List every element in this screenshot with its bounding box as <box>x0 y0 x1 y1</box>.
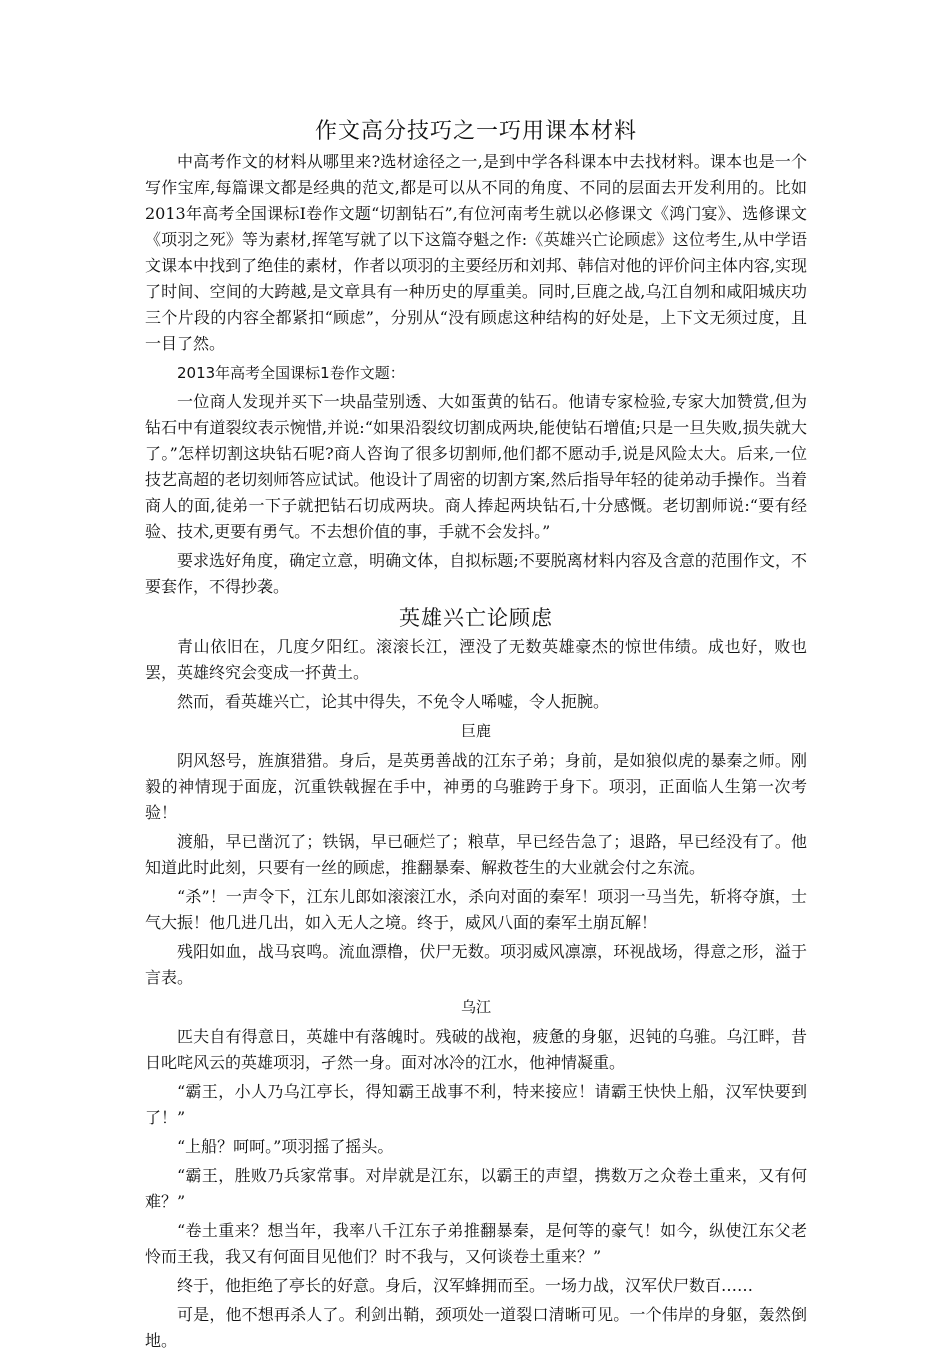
document-page <box>145 117 807 1357</box>
essay-paragraph: “霸王，胜败乃兵家常事。对岸就是江东，以霸王的声望，携数万之众卷土重来，又有何难？” <box>145 1166 807 1211</box>
essay-paragraph: 然而，看英雄兴亡，论其中得失，不免令人唏嘘，令人扼腕。 <box>177 692 610 711</box>
essay-paragraph: 匹夫自有得意日，英雄中有落魄时。残破的战袍，疲惫的身躯，迟钝的乌骓。乌江畔，昔日叱咤风云的英雄项羽，孑然一身。面对冰冷的江水，他神情凝重。 <box>145 1027 807 1072</box>
essay-paragraph: 终于，他拒绝了亭长的好意。身后，汉军蜂拥而至。一场力战，汉军伏尸数百…… <box>177 1276 754 1295</box>
essay-paragraph: “霸王，小人乃乌江亭长，得知霸王战事不利，特来接应！请霸王快快上船，汉军快要到了！” <box>145 1082 807 1127</box>
article-title: 作文高分技巧之一巧用课本材料 <box>314 119 637 144</box>
essay-title: 英雄兴亡论顾虑 <box>399 606 553 630</box>
prompt-heading: 2013年高考全国课标1卷作文题： <box>177 364 405 382</box>
essay-paragraph: 残阳如血，战马哀鸣。流血漂橹，伏尸无数。项羽威风凛凛，环视战场，得意之形，溢于言表。 <box>145 942 807 987</box>
essay-paragraph: “杀”！一声令下，江东儿郎如滚滚江水，杀向对面的秦军！项羽一马当先，斩将夺旗，士气大振！他几进几出，如入无人之境。终于，威风八面的秦军土崩瓦解！ <box>145 887 807 932</box>
intro-paragraph: 中高考作文的材料从哪里来?选材途径之一,是到中学各科课本中去找材料。课本也是一个写作宝库,每篇课文都是经典的范文,都是可以从不同的角度、不同的层面去开发利用的。比如2013年高考全国课标Ⅰ卷作文题“切割钻石”,有位河南考生就以必修课文《鸿门宴》、选修课文《项羽之死》等为素材,挥笔写就了以下这篇夺魁之作:《英雄兴亡论顾虑》这位考生,从中学语文课本中找到了绝佳的素材，作者以项羽的主要经历和刘邦、韩信对他的评价问主体内容,实现了时间、空间的大跨越,是文章具有一种历史的厚重美。同时,巨鹿之战,乌江自刎和咸阳城庆功三个片段的内容全都紧扣“顾虑”，分别从“没有顾虑这种结构的好处是，上下文无须过度，且一目了然。 <box>145 152 807 353</box>
essay-paragraph: “卷土重来？想当年，我率八千江东子弟推翻暴秦，是何等的豪气！如今，纵使江东父老怜而王我，我又有何面目见他们？时不我与，又何谈卷土重来？” <box>145 1221 807 1266</box>
essay-paragraph: 可是，他不想再杀人了。利剑出鞘，颈项处一道裂口清晰可见。一个伟岸的身躯，轰然倒地。 <box>145 1305 807 1350</box>
section-heading-julu: 巨鹿 <box>460 722 491 740</box>
prompt-requirements: 要求选好角度，确定立意，明确文体，自拟标题;不要脱离材料内容及含意的范围作文，不要套作，不得抄袭。 <box>145 551 807 596</box>
prompt-paragraph: 一位商人发现并买下一块晶莹别透、大如蛋黄的钻石。他请专家检验,专家大加赞赏,但为钻石中有道裂纹表示惋惜,并说:“如果沿裂纹切割成两块,能使钻石增值;只是一旦失败,损失就大了。”怎样切割这块钻石呢?商人咨询了很多切割师,他们都不愿动手,说是风险太大。后来,一位技艺高超的老切刻师答应试试。他设计了周密的切割方案,然后指导年轻的徒弟动手操作。当着商人的面,徒弟一下子就把钻石切成两块。商人捧起两块钻石,十分感慨。老切割师说:“要有经验、技术,更要有勇气。不去想价值的事，手就不会发抖。” <box>145 392 807 541</box>
section-heading-wujiang: 乌江 <box>460 998 491 1016</box>
essay-paragraph: “上船？呵呵。”项羽摇了摇头。 <box>177 1137 394 1156</box>
essay-paragraph: 青山依旧在，几度夕阳红。滚滚长江，湮没了无数英雄豪杰的惊世伟绩。成也好，败也罢，英雄终究会变成一抔黄土。 <box>145 637 807 682</box>
essay-paragraph: 阴风怒号，旌旗猎猎。身后，是英勇善战的江东子弟；身前，是如狼似虎的暴秦之师。刚毅的神情现于面庞，沉重铁戟握在手中，神勇的乌骓跨于身下。项羽，正面临人生第一次考验！ <box>145 751 807 822</box>
essay-paragraph: 渡船，早已凿沉了；铁锅，早已砸烂了；粮草，早已经告急了；退路，早已经没有了。他知道此时此刻，只要有一丝的顾虑，推翻暴秦、解救苍生的大业就会付之东流。 <box>145 832 807 877</box>
